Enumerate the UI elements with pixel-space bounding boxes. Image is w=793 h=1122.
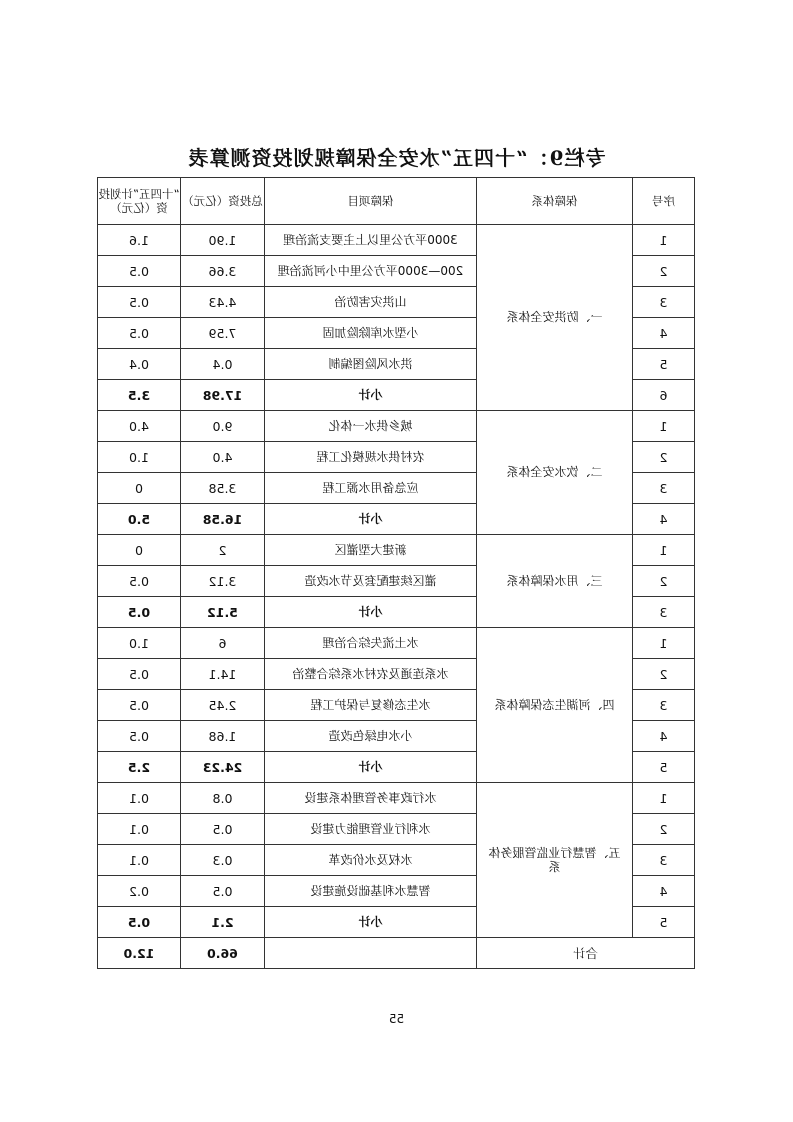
total-cell: 14.1 bbox=[181, 659, 265, 690]
total-cell: 1.90 bbox=[181, 225, 265, 256]
project-cell: 水利行业管理能力建设 bbox=[265, 814, 477, 845]
seq-cell: 1 bbox=[633, 535, 695, 566]
seq-cell: 2 bbox=[633, 256, 695, 287]
project-cell: 智慧水利基础设施建设 bbox=[265, 876, 477, 907]
seq-cell: 5 bbox=[633, 907, 695, 938]
project-cell: 3000平方公里以上主要支流治理 bbox=[265, 225, 477, 256]
header-system: 保障体系 bbox=[477, 178, 633, 225]
plan-cell: 1.0 bbox=[98, 628, 181, 659]
project-cell: 小型水库除险加固 bbox=[265, 318, 477, 349]
table-row bbox=[98, 225, 695, 256]
plan-cell: 4.0 bbox=[98, 411, 181, 442]
plan-cell: 3.5 bbox=[98, 380, 181, 411]
seq-cell: 1 bbox=[633, 225, 695, 256]
category-cell: 三、用水保障体系 bbox=[477, 535, 633, 628]
project-cell: 小计 bbox=[265, 380, 477, 411]
plan-cell: 0.4 bbox=[98, 349, 181, 380]
plan-cell: 0.5 bbox=[98, 566, 181, 597]
plan-cell: 0.5 bbox=[98, 287, 181, 318]
table-row bbox=[98, 535, 695, 566]
project-cell: 小水电绿色改造 bbox=[265, 721, 477, 752]
total-cell: 1.68 bbox=[181, 721, 265, 752]
total-cell: 7.59 bbox=[181, 318, 265, 349]
project-cell: 水系连通及农村水系综合整治 bbox=[265, 659, 477, 690]
project-cell: 200—3000平方公里中小河流治理 bbox=[265, 256, 477, 287]
plan-cell: 0.5 bbox=[98, 690, 181, 721]
header-row bbox=[98, 178, 695, 225]
total-cell: 2 bbox=[181, 535, 265, 566]
project-cell: 城乡供水一体化 bbox=[265, 411, 477, 442]
total-cell: 4.43 bbox=[181, 287, 265, 318]
total-cell: 3.58 bbox=[181, 473, 265, 504]
total-cell: 9.0 bbox=[181, 411, 265, 442]
seq-cell: 5 bbox=[633, 349, 695, 380]
project-cell: 山洪灾害防治 bbox=[265, 287, 477, 318]
project-cell: 水土流失综合治理 bbox=[265, 628, 477, 659]
project-cell: 小计 bbox=[265, 752, 477, 783]
header-seq: 序号 bbox=[633, 178, 695, 225]
grand-total-label: 合计 bbox=[477, 938, 695, 969]
project-cell: 新建大型灌区 bbox=[265, 535, 477, 566]
plan-cell: 0.5 bbox=[98, 659, 181, 690]
project-cell: 农村供水规模化工程 bbox=[265, 442, 477, 473]
category-cell: 四、河湖生态保障体系 bbox=[477, 628, 633, 783]
total-cell: 0.5 bbox=[181, 814, 265, 845]
table-title: 专栏9：“十四五”水安全保障规划投资测算表 bbox=[187, 146, 606, 170]
project-cell: 灌区续建配套及节水改造 bbox=[265, 566, 477, 597]
total-cell: 2.1 bbox=[181, 907, 265, 938]
plan-cell: 0.5 bbox=[98, 721, 181, 752]
seq-cell: 2 bbox=[633, 814, 695, 845]
category-cell: 二、饮水安全体系 bbox=[477, 411, 633, 535]
project-cell: 小计 bbox=[265, 597, 477, 628]
seq-cell: 3 bbox=[633, 690, 695, 721]
seq-cell: 4 bbox=[633, 721, 695, 752]
seq-cell: 4 bbox=[633, 504, 695, 535]
seq-cell: 1 bbox=[633, 628, 695, 659]
seq-cell: 5 bbox=[633, 752, 695, 783]
category-cell: 一、防洪安全体系 bbox=[477, 225, 633, 411]
table-row bbox=[98, 783, 695, 814]
page-number: 55 bbox=[388, 1012, 405, 1026]
category-cell: 五、智慧行业监管服务体系 bbox=[477, 783, 633, 938]
plan-cell: 5.0 bbox=[98, 504, 181, 535]
total-cell: 3.12 bbox=[181, 566, 265, 597]
plan-cell: 1.0 bbox=[98, 442, 181, 473]
total-cell: 2.45 bbox=[181, 690, 265, 721]
plan-cell: 0 bbox=[98, 473, 181, 504]
plan-cell: 0.1 bbox=[98, 783, 181, 814]
plan-cell: 0.5 bbox=[98, 907, 181, 938]
total-cell: 24.23 bbox=[181, 752, 265, 783]
plan-cell: 0 bbox=[98, 535, 181, 566]
plan-cell: 0.5 bbox=[98, 256, 181, 287]
total-cell: 4.0 bbox=[181, 442, 265, 473]
plan-cell: 0.1 bbox=[98, 814, 181, 845]
grand-total-row bbox=[98, 938, 695, 969]
total-cell: 0.8 bbox=[181, 783, 265, 814]
table-row bbox=[98, 628, 695, 659]
project-cell: 小计 bbox=[265, 504, 477, 535]
investment-table bbox=[97, 177, 695, 969]
project-cell: 水行政事务管理体系建设 bbox=[265, 783, 477, 814]
seq-cell: 6 bbox=[633, 380, 695, 411]
grand-total-plan: 12.0 bbox=[98, 938, 181, 969]
seq-cell: 3 bbox=[633, 597, 695, 628]
total-cell: 17.98 bbox=[181, 380, 265, 411]
project-cell: 小计 bbox=[265, 907, 477, 938]
seq-cell: 4 bbox=[633, 318, 695, 349]
project-cell: 水生态修复与保护工程 bbox=[265, 690, 477, 721]
seq-cell: 1 bbox=[633, 411, 695, 442]
seq-cell: 3 bbox=[633, 473, 695, 504]
total-cell: 0.3 bbox=[181, 845, 265, 876]
total-cell: 0.4 bbox=[181, 349, 265, 380]
plan-cell: 0.5 bbox=[98, 318, 181, 349]
plan-cell: 1.6 bbox=[98, 225, 181, 256]
seq-cell: 4 bbox=[633, 876, 695, 907]
header-project: 保障项目 bbox=[265, 178, 477, 225]
plan-cell: 2.5 bbox=[98, 752, 181, 783]
header-total: 总投资（亿元） bbox=[181, 178, 265, 225]
plan-cell: 0.1 bbox=[98, 845, 181, 876]
grand-total-project-empty bbox=[265, 938, 477, 969]
seq-cell: 2 bbox=[633, 442, 695, 473]
total-cell: 0.5 bbox=[181, 876, 265, 907]
seq-cell: 3 bbox=[633, 287, 695, 318]
plan-cell: 0.2 bbox=[98, 876, 181, 907]
header-plan: “十四五”计划投资（亿元） bbox=[98, 178, 181, 225]
seq-cell: 2 bbox=[633, 566, 695, 597]
total-cell: 5.12 bbox=[181, 597, 265, 628]
grand-total-total: 66.0 bbox=[181, 938, 265, 969]
total-cell: 6 bbox=[181, 628, 265, 659]
total-cell: 16.58 bbox=[181, 504, 265, 535]
project-cell: 水权及水价改革 bbox=[265, 845, 477, 876]
project-cell: 应急备用水源工程 bbox=[265, 473, 477, 504]
plan-cell: 0.5 bbox=[98, 597, 181, 628]
seq-cell: 1 bbox=[633, 783, 695, 814]
seq-cell: 3 bbox=[633, 845, 695, 876]
project-cell: 洪水风险图编制 bbox=[265, 349, 477, 380]
seq-cell: 2 bbox=[633, 659, 695, 690]
total-cell: 3.66 bbox=[181, 256, 265, 287]
table-row bbox=[98, 411, 695, 442]
